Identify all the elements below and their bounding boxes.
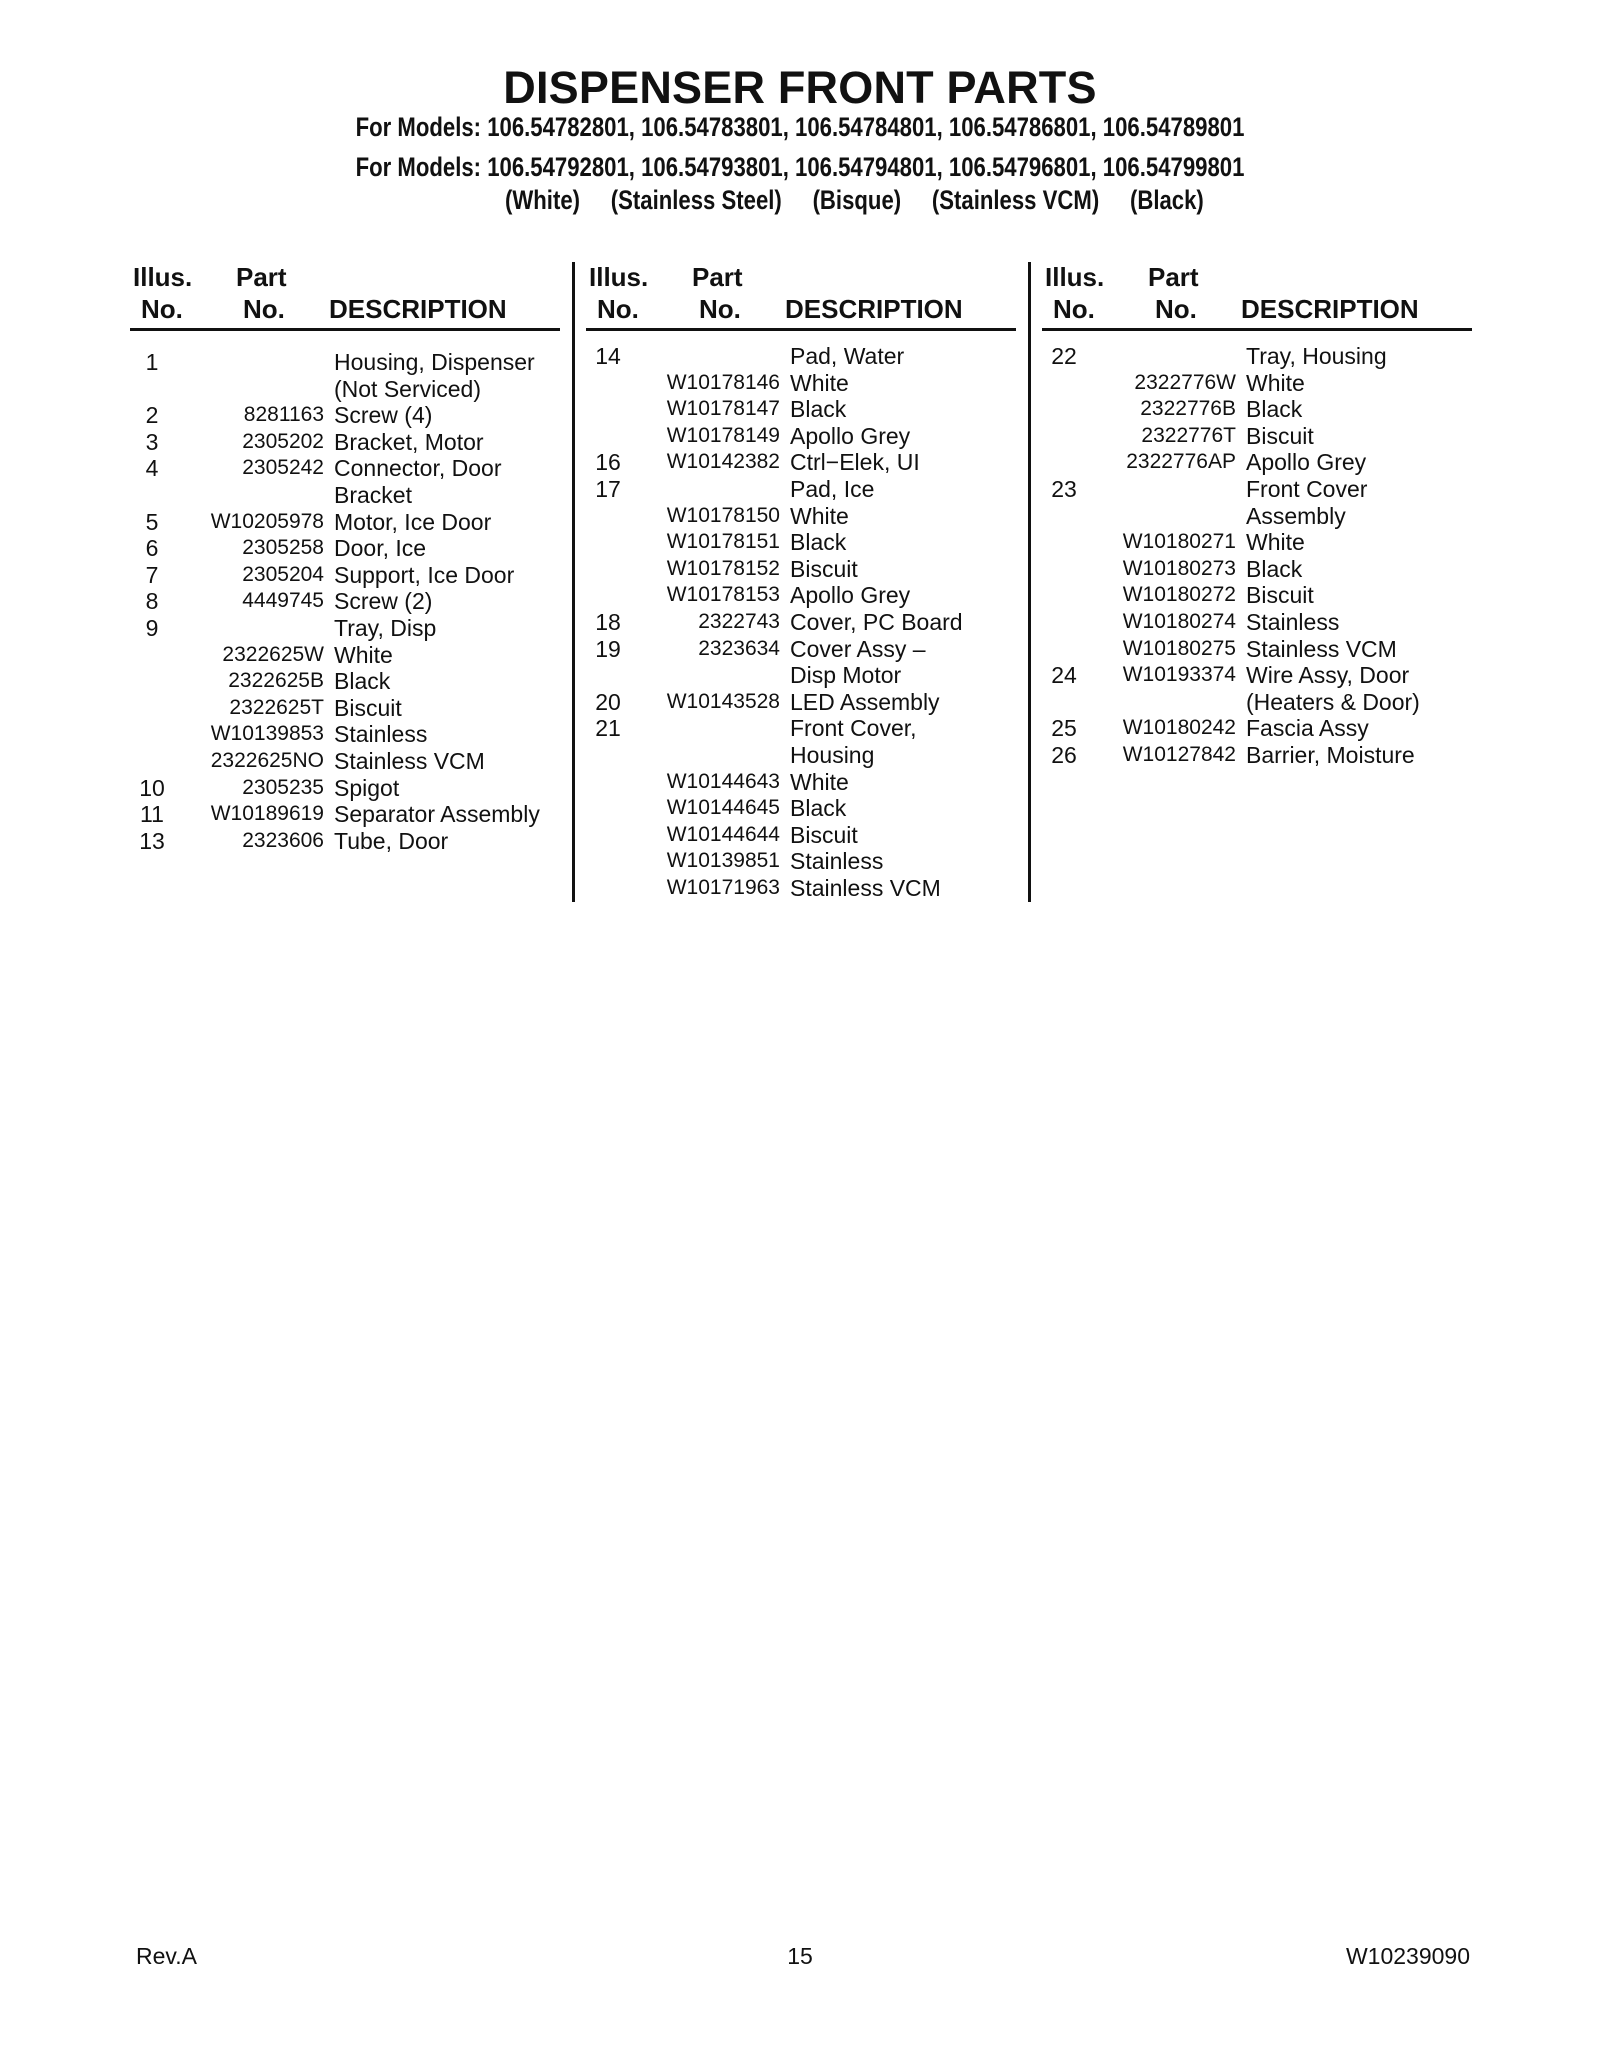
part-description: Pad, Ice [790, 475, 875, 502]
part-description: Stainless [1246, 608, 1340, 635]
part-number: 2322743 [698, 609, 780, 633]
part-number: W10180272 [1122, 583, 1236, 607]
part-row [586, 609, 1016, 636]
part-description: Separator Assembly [334, 801, 540, 828]
part-row [1042, 636, 1472, 663]
part-description: Stainless [334, 721, 428, 748]
part-row [130, 349, 560, 376]
part-description: White [1246, 369, 1305, 396]
part-row [586, 556, 1016, 583]
part-number: W10180242 [1122, 716, 1236, 740]
part-row [130, 615, 560, 642]
page-number: 15 [787, 1943, 813, 1969]
part-description: Cover Assy – [790, 635, 926, 662]
parts-rows [586, 343, 1016, 901]
part-description: Apollo Grey [790, 422, 911, 449]
part-number: W10189619 [210, 802, 324, 826]
parts-rows [130, 349, 560, 854]
part-description: Bracket [334, 481, 412, 508]
part-number: W10180275 [1122, 636, 1236, 660]
part-number: 2322625T [229, 695, 324, 719]
illus-number: 3 [145, 428, 159, 455]
part-description: Tube, Door [334, 827, 449, 854]
illus-number: 26 [1051, 741, 1077, 768]
part-description: Biscuit [1246, 422, 1314, 449]
finish-stainless-steel: (Stainless Steel) [610, 185, 782, 215]
illus-number: 22 [1051, 343, 1077, 369]
part-number: 2305242 [242, 456, 324, 480]
part-number: W10193374 [1122, 663, 1236, 687]
part-description: White [790, 768, 849, 795]
part-description: Black [1246, 555, 1303, 582]
part-description: Apollo Grey [1246, 449, 1367, 476]
part-row [1042, 715, 1472, 742]
finish-black: (Black) [1129, 185, 1204, 215]
part-row [586, 423, 1016, 450]
part-description: Barrier, Moisture [1246, 741, 1415, 768]
part-row [1042, 556, 1472, 583]
illus-number: 4 [145, 455, 159, 482]
part-description: LED Assembly [790, 688, 940, 715]
part-number: 2322776W [1134, 370, 1236, 394]
part-row [586, 822, 1016, 849]
part-description: Connector, Door [334, 455, 502, 482]
part-row [1042, 742, 1472, 769]
part-row [1042, 609, 1472, 636]
part-description: Fascia Assy [1246, 715, 1369, 742]
part-row [130, 801, 560, 828]
part-row [1042, 503, 1472, 530]
part-number: 2305258 [242, 536, 324, 560]
part-row [130, 562, 560, 589]
part-row [1042, 529, 1472, 556]
part-number: W10139851 [666, 849, 780, 873]
illus-number: 10 [139, 774, 165, 801]
illus-number: 23 [1051, 475, 1077, 502]
part-description: Housing [790, 741, 875, 768]
header-description: DESCRIPTION [785, 294, 963, 324]
part-description: (Heaters & Door) [1246, 688, 1420, 715]
part-number: 2322776T [1141, 423, 1236, 447]
part-number: 2305204 [242, 562, 324, 586]
header-illus: Illus. [1045, 262, 1105, 292]
part-row [586, 689, 1016, 716]
column-header [586, 262, 1016, 331]
column-divider [572, 262, 575, 902]
part-row [130, 775, 560, 802]
header-part-no: No. [243, 294, 285, 324]
illus-number: 20 [595, 688, 621, 715]
part-row [130, 509, 560, 536]
part-row [130, 642, 560, 669]
part-description: White [790, 369, 849, 396]
part-row [586, 662, 1016, 689]
part-description: Support, Ice Door [334, 561, 515, 588]
part-number: W10171963 [666, 875, 780, 899]
part-row [586, 503, 1016, 530]
header-part-no: No. [1155, 294, 1197, 324]
finish-list [505, 185, 1228, 216]
part-number: W10180271 [1122, 530, 1236, 554]
part-row [1042, 662, 1472, 689]
parts-column-1 [130, 262, 560, 854]
illus-number: 17 [595, 475, 621, 502]
part-number: W10139853 [210, 722, 324, 746]
part-number: W10142382 [666, 450, 780, 474]
illus-number: 24 [1051, 662, 1077, 689]
part-row [1042, 449, 1472, 476]
part-description: Black [790, 396, 847, 423]
header-part-no: No. [699, 294, 741, 324]
part-number: W10180273 [1122, 556, 1236, 580]
part-number: W10178151 [666, 530, 780, 554]
illus-number: 5 [145, 508, 159, 535]
part-row [586, 582, 1016, 609]
part-row [130, 588, 560, 615]
part-row [130, 402, 560, 429]
illus-number: 25 [1051, 715, 1077, 742]
part-number: W10143528 [666, 689, 780, 713]
part-number: W10178152 [666, 556, 780, 580]
part-description: Door, Ice [334, 535, 427, 562]
column-divider [1028, 262, 1031, 902]
part-number: W10144643 [666, 769, 780, 793]
part-number: 2322776B [1140, 397, 1236, 421]
header-part: Part [692, 262, 743, 292]
part-row [130, 828, 560, 855]
part-row [586, 795, 1016, 822]
page-title: DISPENSER FRONT PARTS [503, 62, 1097, 113]
part-number: 2322625W [222, 642, 324, 666]
header-illus: Illus. [589, 262, 649, 292]
part-description: (Not Serviced) [334, 375, 481, 402]
illus-number: 18 [595, 608, 621, 635]
illus-number: 7 [145, 561, 159, 588]
part-number: W10178153 [666, 583, 780, 607]
illus-number: 8 [145, 588, 159, 615]
part-description: Biscuit [790, 821, 858, 848]
part-row [586, 715, 1016, 742]
part-number: W10205978 [210, 509, 324, 533]
header-illus-no: No. [1053, 294, 1095, 324]
part-description: Black [1246, 396, 1303, 423]
part-description: Tray, Housing [1246, 343, 1387, 369]
part-description: White [790, 502, 849, 529]
models-line-2: For Models: 106.54792801, 106.54793801, 106.54794801, 106.54796801, 106.54799801 [355, 152, 1245, 182]
illus-number: 16 [595, 449, 621, 476]
part-number: W10144645 [666, 796, 780, 820]
part-description: Biscuit [790, 555, 858, 582]
part-description: Assembly [1246, 502, 1346, 529]
part-row [586, 396, 1016, 423]
illus-number: 13 [139, 827, 165, 854]
header-illus: Illus. [133, 262, 193, 292]
part-number: W10178150 [666, 503, 780, 527]
part-number: 2305235 [242, 775, 324, 799]
part-row [130, 748, 560, 775]
part-description: Cover, PC Board [790, 608, 963, 635]
part-number: 8281163 [243, 403, 324, 427]
illus-number: 14 [595, 343, 621, 369]
part-row [130, 721, 560, 748]
header-part: Part [1148, 262, 1199, 292]
part-description: Biscuit [334, 694, 402, 721]
part-description: Disp Motor [790, 662, 902, 689]
part-number: 2322776AP [1126, 450, 1236, 474]
part-description: Black [790, 529, 847, 556]
illus-number: 1 [145, 349, 159, 375]
illus-number: 11 [140, 801, 164, 828]
part-row [1042, 423, 1472, 450]
part-description: Front Cover, [790, 715, 917, 742]
finish-stainless-vcm: (Stainless VCM) [931, 185, 1100, 215]
part-description: Tray, Disp [334, 614, 437, 641]
part-row [586, 636, 1016, 663]
part-row [586, 449, 1016, 476]
part-row [586, 848, 1016, 875]
part-row [586, 769, 1016, 796]
part-description: Black [790, 795, 847, 822]
part-description: Stainless [790, 848, 884, 875]
part-number: W10178147 [666, 397, 780, 421]
illus-number: 19 [595, 635, 621, 662]
part-number: W10178146 [666, 370, 780, 394]
part-row [586, 476, 1016, 503]
part-number: 2323634 [698, 636, 780, 660]
part-number: W10178149 [666, 423, 780, 447]
part-number: 2305202 [242, 429, 324, 453]
part-number: 4449745 [242, 589, 324, 613]
part-row [130, 668, 560, 695]
part-description: Motor, Ice Door [334, 508, 492, 535]
part-number: W10127842 [1122, 742, 1236, 766]
part-row [130, 535, 560, 562]
part-number: 2323606 [242, 828, 324, 852]
parts-rows [1042, 343, 1472, 769]
part-description: Screw (2) [334, 588, 433, 615]
part-description: Ctrl−Elek, UI [790, 449, 920, 476]
part-row [586, 343, 1016, 370]
part-row [586, 875, 1016, 902]
part-description: Stainless VCM [1246, 635, 1397, 662]
part-row [586, 742, 1016, 769]
part-row [1042, 370, 1472, 397]
illus-number: 21 [595, 715, 621, 742]
part-description: Biscuit [1246, 582, 1314, 609]
illus-number: 9 [145, 614, 159, 641]
illus-number: 6 [145, 535, 159, 562]
part-description: Black [334, 668, 391, 695]
part-row [1042, 396, 1472, 423]
part-description: Spigot [334, 774, 400, 801]
models-line-1: For Models: 106.54782801, 106.54783801, 106.54784801, 106.54786801, 106.54789801 [355, 112, 1245, 142]
part-row [1042, 343, 1472, 370]
column-header [1042, 262, 1472, 331]
finish-white: (White) [505, 185, 581, 215]
part-row [1042, 582, 1472, 609]
part-description: White [334, 641, 393, 668]
finish-bisque: (Bisque) [812, 185, 902, 215]
part-row [1042, 476, 1472, 503]
part-row [586, 370, 1016, 397]
part-description: Housing, Dispenser [334, 349, 535, 375]
part-description: Apollo Grey [790, 582, 911, 609]
header-illus-no: No. [597, 294, 639, 324]
part-description: Stainless VCM [790, 874, 941, 901]
part-row [1042, 689, 1472, 716]
part-description: Bracket, Motor [334, 428, 484, 455]
part-number: W10144644 [666, 822, 780, 846]
part-description: Stainless VCM [334, 747, 485, 774]
part-description: Screw (4) [334, 402, 433, 429]
column-header [130, 262, 560, 331]
part-row [130, 695, 560, 722]
part-description: Pad, Water [790, 343, 905, 369]
revision-label: Rev.A [136, 1943, 197, 1969]
document-number: W10239090 [1345, 1943, 1470, 1969]
part-row [130, 482, 560, 509]
header-description: DESCRIPTION [1241, 294, 1419, 324]
part-description: White [1246, 529, 1305, 556]
header-part: Part [236, 262, 287, 292]
part-description: Wire Assy, Door [1246, 662, 1410, 689]
part-row [130, 429, 560, 456]
parts-column-2 [586, 262, 1016, 901]
part-number: 2322625B [228, 669, 324, 693]
part-number: W10180274 [1122, 609, 1236, 633]
illus-number: 2 [145, 402, 159, 429]
part-number: 2322625NO [210, 748, 324, 772]
part-row [130, 376, 560, 403]
header-description: DESCRIPTION [329, 294, 507, 324]
part-description: Front Cover [1246, 475, 1368, 502]
part-row [586, 529, 1016, 556]
part-row [130, 455, 560, 482]
parts-column-3 [1042, 262, 1472, 768]
header-illus-no: No. [141, 294, 183, 324]
